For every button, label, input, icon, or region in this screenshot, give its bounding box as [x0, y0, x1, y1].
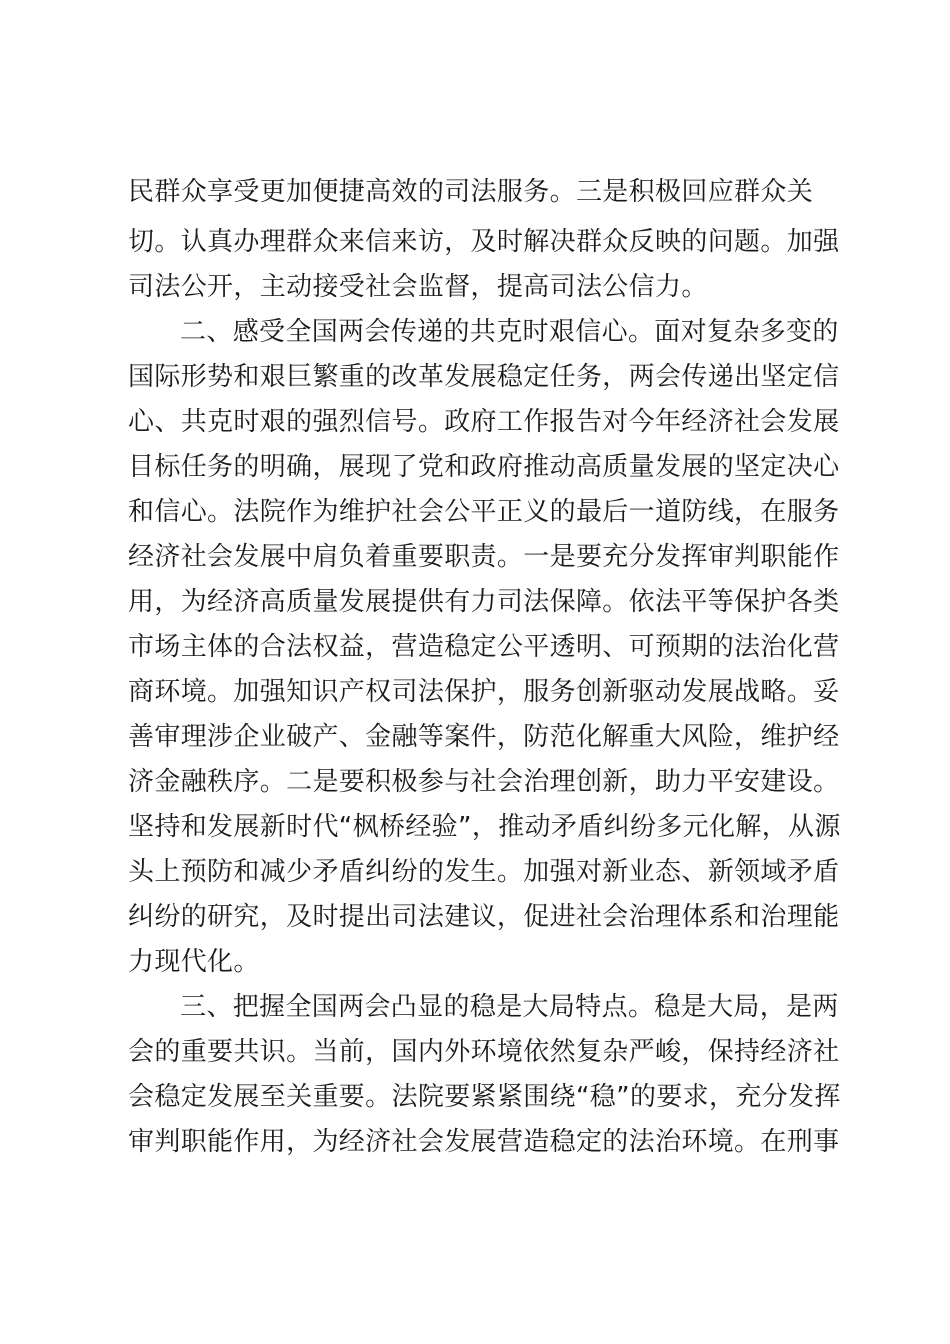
paragraph-first-line: 三、把握全国两会凸显的稳是大局特点。稳是大局，是两: [180, 992, 839, 1022]
text-line: 商环境。加强知识产权司法保护，服务创新驱动发展战略。妥: [128, 677, 840, 707]
text-line: 力现代化。: [128, 947, 260, 977]
text-line: 切。认真办理群众来信来访，及时解决群众反映的问题。加强: [128, 227, 840, 257]
text-line: 济金融秩序。二是要积极参与社会治理创新，助力平安建设。: [128, 767, 840, 797]
text-line: 国际形势和艰巨繁重的改革发展稳定任务，两会传递出坚定信: [128, 362, 840, 392]
text-line: 心、共克时艰的强烈信号。政府工作报告对今年经济社会发展: [128, 407, 840, 437]
text-line: 纠纷的研究，及时提出司法建议，促进社会治理体系和治理能: [128, 902, 840, 932]
text-line: 坚持和发展新时代“枫桥经验”，推动矛盾纠纷多元化解，从源: [128, 812, 841, 842]
text-line: 头上预防和减少矛盾纠纷的发生。加强对新业态、新领域矛盾: [128, 857, 840, 887]
text-line: 用，为经济高质量发展提供有力司法保障。依法平等保护各类: [128, 587, 840, 617]
text-line: 经济社会发展中肩负着重要职责。一是要充分发挥审判职能作: [128, 542, 840, 572]
text-line: 司法公开，主动接受社会监督，提高司法公信力。: [128, 272, 708, 302]
text-line: 民群众享受更加便捷高效的司法服务。三是积极回应群众关: [128, 177, 814, 207]
text-line: 和信心。法院作为维护社会公平正义的最后一道防线，在服务: [128, 497, 840, 527]
text-line: 目标任务的明确，展现了党和政府推动高质量发展的坚定决心: [128, 452, 840, 482]
text-line: 市场主体的合法权益，营造稳定公平透明、可预期的法治化营: [128, 632, 840, 662]
text-line: 审判职能作用，为经济社会发展营造稳定的法治环境。在刑事: [128, 1127, 840, 1157]
text-line: 善审理涉企业破产、金融等案件，防范化解重大风险，维护经: [128, 722, 840, 752]
text-line: 会的重要共识。当前，国内外环境依然复杂严峻，保持经济社: [128, 1037, 840, 1067]
text-line: 会稳定发展至关重要。法院要紧紧围绕“稳”的要求，充分发挥: [128, 1082, 841, 1112]
paragraph-first-line: 二、感受全国两会传递的共克时艰信心。面对复杂多变的: [180, 317, 839, 347]
